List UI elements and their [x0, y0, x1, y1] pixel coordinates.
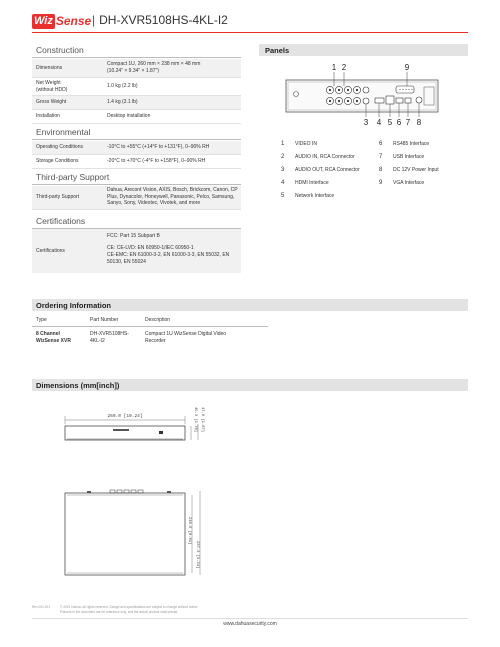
legend-item-8: 8 DC 12V Power Input — [379, 167, 439, 173]
callout-5: 5 — [387, 118, 393, 127]
certifications-heading: Certifications — [36, 216, 86, 226]
ordering-type: 8 Channel WizSense XVR — [36, 331, 71, 344]
revision-label: Rev 001.001 — [32, 605, 51, 609]
spec-row-operating — [32, 141, 241, 155]
height-small-dimension: 45.3 [1.78] — [193, 407, 197, 433]
ordering-title-bar — [32, 299, 468, 311]
spec-value: Compact 1U, 260 mm × 238 mm × 48 mm (10.24" × 9.34" × 1.87") — [107, 61, 201, 74]
spec-value: -20°C to +70°C (-4°F to +158°F), 0–90% RH — [107, 158, 206, 164]
legend-item-4: 4 HDMI Interface — [281, 180, 329, 186]
header-rule — [32, 32, 468, 33]
picture-notice: Pictures in the document are for reference only, and the actual product shall prevail. — [60, 610, 178, 614]
legend-item-5: 5 Network Interface — [281, 193, 335, 199]
footer-rule — [32, 618, 468, 619]
callout-9: 9 — [404, 63, 410, 72]
top-view-drawing — [55, 485, 205, 585]
page-title — [92, 13, 228, 27]
environmental-heading: Environmental — [36, 127, 91, 137]
spec-label: Installation — [36, 113, 60, 119]
spec-row-installation — [32, 110, 241, 124]
construction-heading: Construction — [36, 45, 84, 55]
logo-wiz: Wiz — [34, 15, 53, 27]
legend-item-1: 1 VIDEO IN — [281, 141, 317, 147]
panels-title: Panels — [265, 46, 290, 55]
legend-item-9: 9 VGA Interface — [379, 180, 425, 186]
spec-label: Storage Conditions — [36, 158, 79, 164]
spec-label: Operating Conditions — [36, 144, 83, 150]
ordering-title: Ordering Information — [36, 301, 111, 310]
callout-2: 2 — [341, 63, 347, 72]
spec-label: Gross Weight — [36, 99, 67, 105]
logo-sense: Sense — [55, 14, 92, 28]
rear-panel-drawing — [262, 62, 462, 132]
title-separator: | — [92, 13, 96, 27]
callout-7: 7 — [405, 118, 411, 127]
spec-label: Net Weight (without HDD) — [36, 80, 68, 93]
height-total-dimension: 47.6 [1.87] — [200, 407, 204, 433]
third-party-heading: Third-party Support — [36, 172, 110, 182]
spec-row-certifications — [32, 231, 241, 271]
legend-item-7: 7 USB Interface — [379, 154, 425, 160]
ce-emc-value: CE-EMC: EN 61000-3-2, EN 61000-3-3, EN 55032, EN 50130, EN 55024 — [107, 252, 230, 265]
spec-row-net-weight — [32, 78, 241, 96]
ordering-header-part: Part Number — [90, 317, 119, 323]
spec-value: Desktop installation — [107, 113, 151, 119]
callout-4: 4 — [376, 118, 382, 127]
copyright-notice: © 2021 Dahua. All rights reserved. Design and specifications are subject to change without notice. — [60, 605, 199, 609]
spec-row-third-party — [32, 186, 241, 210]
spec-value: Dahua, Arecont Vision, AXIS, Bosch, Brickcom, Canon, CP Plus, Dynacolor, Honeywell, Panasonic, Pelco, Samsung, Sanyo, Sony, Videotec, Vivotek, and more — [107, 187, 238, 206]
legend-item-6: 6 RS485 Interface — [379, 141, 430, 147]
callout-8: 8 — [416, 118, 422, 127]
spec-row-dimensions — [32, 59, 241, 78]
spec-row-gross-weight — [32, 96, 241, 110]
ordering-header-description: Description — [145, 317, 171, 323]
dimensions-title-bar — [32, 379, 468, 391]
third-party-rule — [32, 184, 241, 185]
wizsense-logo — [32, 14, 92, 29]
legend-item-3: 3 AUDIO OUT, RCA Connector — [281, 167, 360, 173]
certifications-rule — [32, 228, 241, 229]
dimensions-title: Dimensions (mm[inch]) — [36, 381, 120, 390]
spec-row-storage — [32, 155, 241, 169]
depth-inner-dimension: 218.6 [8.61] — [187, 517, 191, 545]
model-number: DH-XVR5108HS-4KL-I2 — [99, 13, 228, 27]
construction-rule — [32, 57, 241, 58]
ordering-header-rule — [32, 326, 268, 327]
ordering-part-number: DH-XVR5108HS- 4KL-I2 — [90, 331, 129, 344]
fcc-value: FCC: Part 15 Subpart B — [107, 233, 160, 239]
legend-item-2: 2 AUDIO IN, RCA Connector — [281, 154, 355, 160]
ordering-header-type: Type — [36, 317, 47, 323]
ordering-description: Compact 1U WizSense Digital Video Recorder — [145, 331, 227, 344]
spec-label: Third-party Support — [36, 194, 80, 200]
callout-1: 1 — [331, 63, 337, 72]
ce-lvd-value: CE: CE-LVD: EN 60950-1/IEC 60950-1 — [107, 245, 194, 251]
front-view-drawing — [55, 395, 205, 450]
spec-value: -10°C to +55°C (+14°F to +131°F), 0–90% RH — [107, 144, 210, 150]
depth-total-dimension: 237.3 [9.34] — [195, 541, 199, 569]
website-link[interactable]: www.dahuasecurity.com — [223, 621, 277, 627]
callout-3: 3 — [363, 118, 369, 127]
spec-value: 1.0 kg (2.2 lb) — [107, 83, 138, 89]
spec-label: Dimensions — [36, 65, 63, 71]
panels-title-bar — [259, 44, 468, 56]
environmental-rule — [32, 139, 241, 140]
callout-6: 6 — [396, 118, 402, 127]
spec-label: Certifications — [36, 248, 65, 254]
spec-value: 1.4 kg (3.1 lb) — [107, 99, 138, 105]
width-dimension: 260.0 [10.24] — [107, 414, 143, 419]
